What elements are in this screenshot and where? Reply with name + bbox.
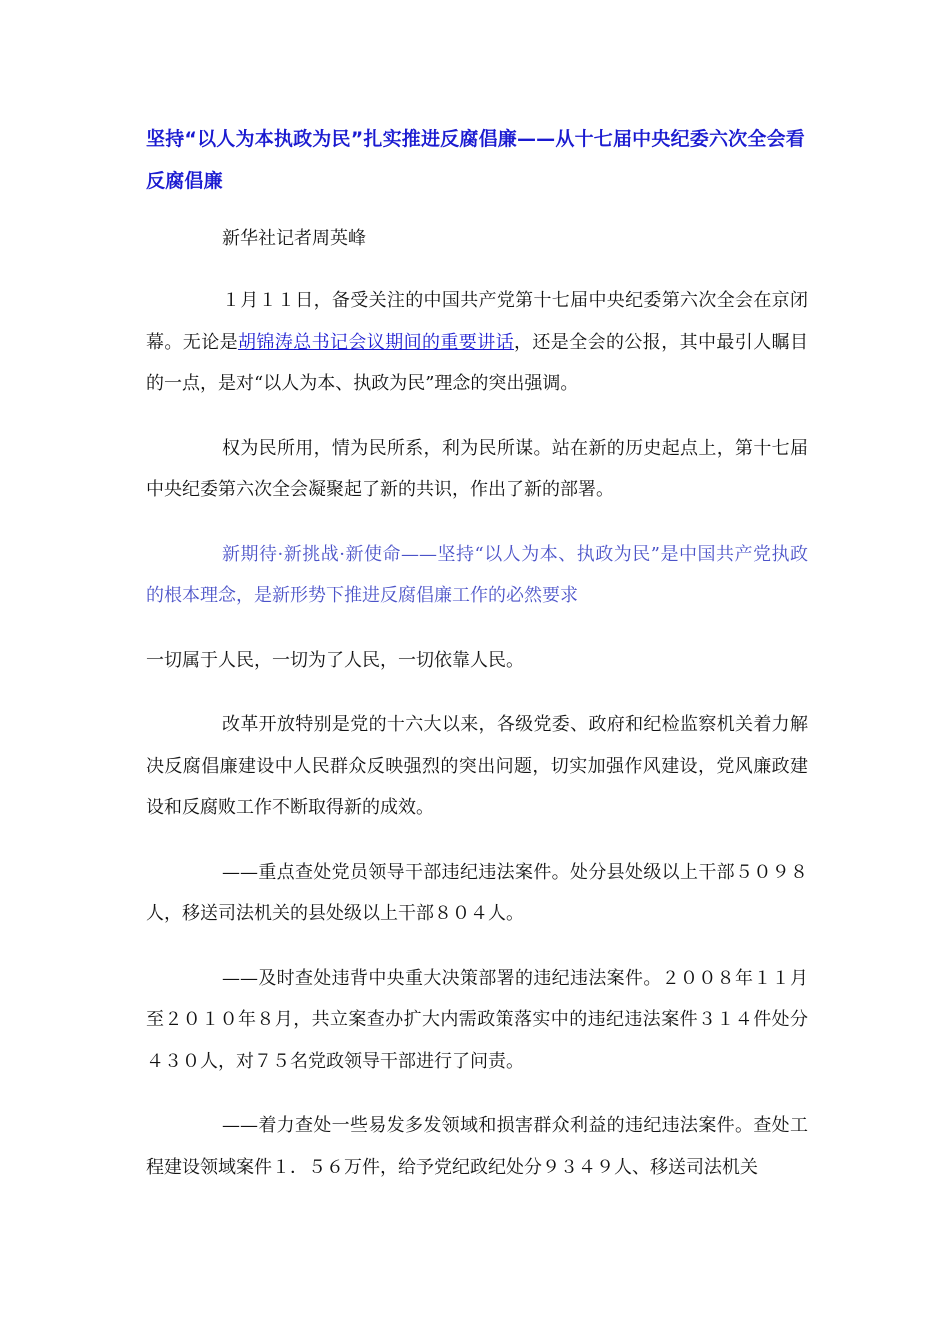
speech-link[interactable]: 胡锦涛总书记会议期间的重要讲话 (238, 331, 514, 353)
paragraph-5: ——重点查处党员领导干部违纪违法案件。处分县处级以上干部５０９８人，移送司法机关的县处级以上干部８０４人。 (146, 861, 808, 924)
article-title: 坚持“以人为本执政为民”扎实推进反腐倡廉——从十七届中央纪委六次全会看反腐倡廉 (146, 128, 805, 192)
paragraph-6: ——及时查处违背中央重大决策部署的违纪违法案件。２００８年１１月至２０１０年８月，共立案查办扩大内需政策落实中的违纪违法案件３１４件处分４３０人，对７５名党政领导干部进行了问责。 (146, 967, 808, 1072)
paragraph-4: 改革开放特别是党的十六大以来，各级党委、政府和纪检监察机关着力解决反腐倡廉建设中人民群众反映强烈的突出问题，切实加强作风建设，党风廉政建设和反腐败工作不断取得新的成效。 (146, 714, 808, 818)
paragraph-1 (146, 280, 808, 405)
paragraph-1-text-end: ，还是全会的公报，其中最引人瞩目的一点，是对“以人为本、执政为民”理念的突出强调。 (146, 331, 808, 394)
section-subheading: 新期待·新挑战·新使命——坚持“以人为本、执政为民”是中国共产党执政的根本理念，是新形势下推进反腐倡廉工作的必然要求 (146, 543, 808, 606)
paragraph-7: ——着力查处一些易发多发领域和损害群众利益的违纪违法案件。查处工程建设领域案件１．５６万件，给予党纪政纪处分９３４９人、移送司法机关 (146, 1115, 808, 1178)
paragraph-1-text-start: １月１１日，备受关注的中国共产党第十七届中央纪委第六次全会在京闭幕。无论是 (146, 290, 808, 353)
document-page (146, 118, 808, 1188)
article-byline: 新华社记者周英峰 (222, 228, 366, 249)
paragraph-2: 权为民所用，情为民所系，利为民所谋。站在新的历史起点上，第十七届中央纪委第六次全会凝聚起了新的共识，作出了新的部署。 (146, 437, 808, 500)
paragraph-3: 一切属于人民，一切为了人民，一切依靠人民。 (146, 649, 524, 671)
